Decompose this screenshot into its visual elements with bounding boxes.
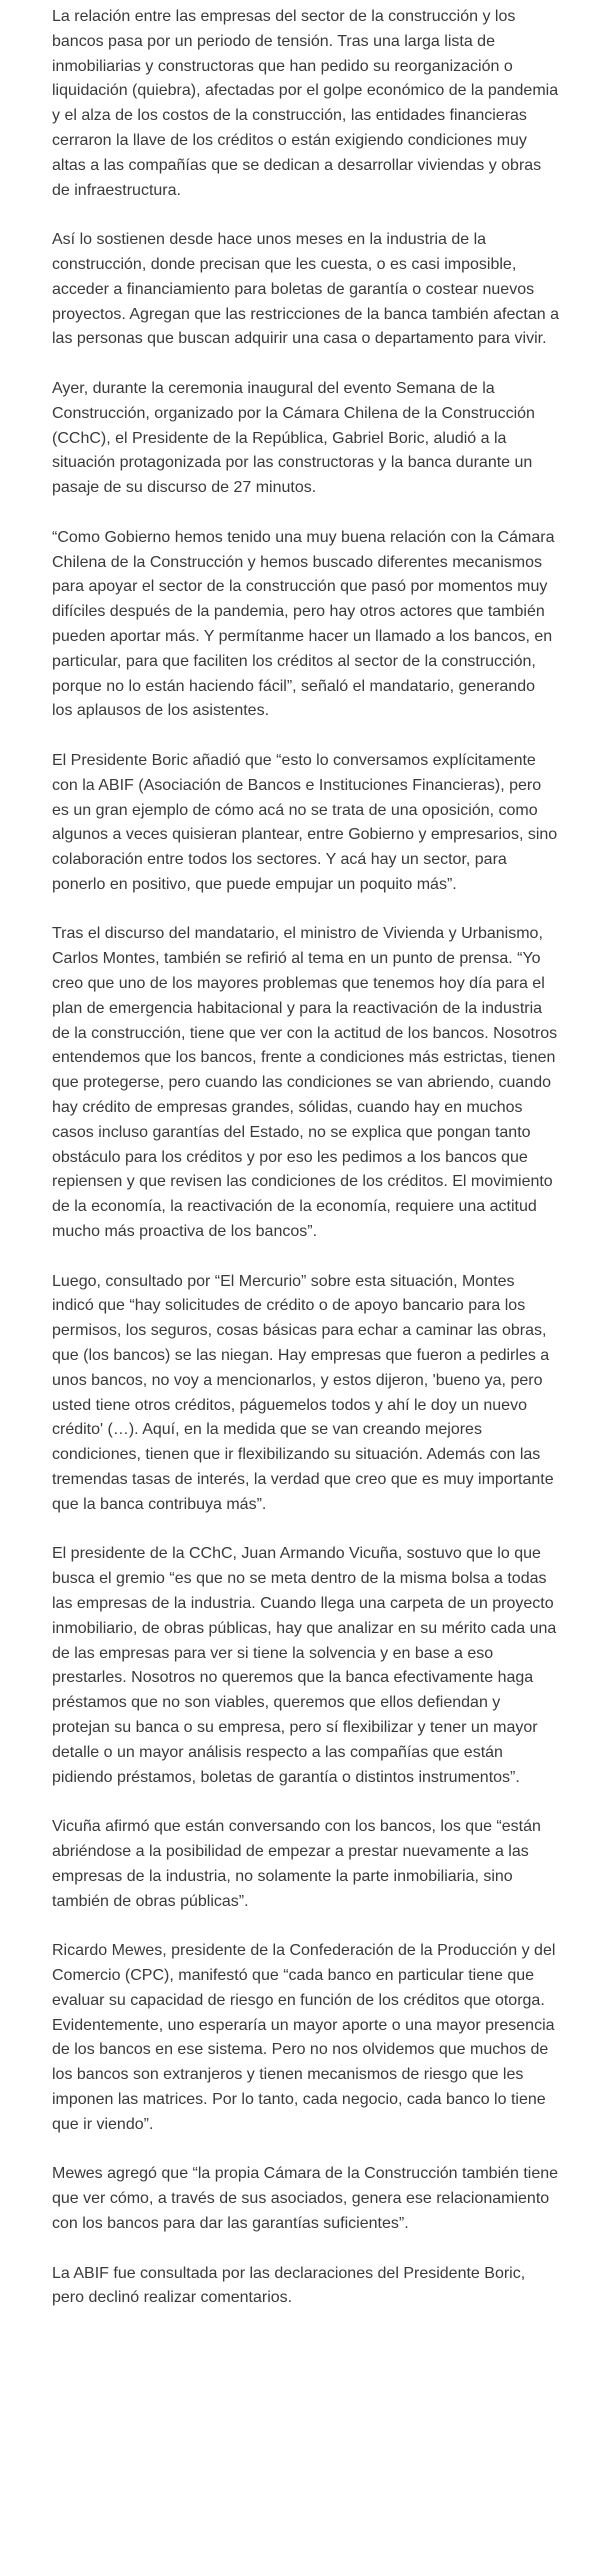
article-paragraph: El presidente de la CChC, Juan Armando Vicuña, sostuvo que lo que busca el gremio “es que no se meta dentro de la misma bolsa a todas las empresas de la industria. Cuando llega una carpeta de un proyecto inmobiliario, de obras públicas, hay que analizar en su mérito cada una de las empresas para ver si tiene la solvencia y en base a eso prestarles. Nosotros no queremos que la banca efectivamente haga préstamos que no son viables, queremos que ellos defiendan y protejan su banca o su empresa, pero sí flexibilizar y tener un mayor detalle o un mayor análisis respecto a las compañías que están pidiendo préstamos, boletas de garantía o distintos instrumentos”. bbox=[52, 1545, 557, 1786]
article-paragraph: “Como Gobierno hemos tenido una muy buena relación con la Cámara Chilena de la Construcción y hemos buscado diferentes mecanismos para apoyar el sector de la construcción que pasó por momentos muy difíciles después de la pandemia, pero hay otros actores que también pueden aportar más. Y permítanme hacer un llamado a los bancos, en particular, para que faciliten los créditos al sector de la construcción, porque no lo están haciendo fácil”, señaló el mandatario, generando los aplausos de los asistentes. bbox=[52, 528, 555, 720]
article-paragraph: Tras el discurso del mandatario, el ministro de Vivienda y Urbanismo, Carlos Montes, también se refirió al tema en un punto de prensa. “Yo creo que uno de los mayores problemas que tenemos hoy día para el plan de emergencia habitacional y para la reactivación de la industria de la construcción, tiene que ver con la actitud de los bancos. Nosotros entendemos que los bancos, frente a condiciones más estrictas, tienen que protegerse, pero cuando las condiciones se van abriendo, cuando hay crédito de empresas grandes, sólidas, cuando hay en muchos casos incluso garantías del Estado, no se explica que pongan tanto obstáculo para los créditos y por eso les pedimos a los bancos que repiensen y que revisen las condiciones de los créditos. El movimiento de la economía, la reactivación de la economía, requiere una actitud mucho más proactiva de los bancos”. bbox=[52, 925, 558, 1241]
article-paragraph: El Presidente Boric añadió que “esto lo conversamos explícitamente con la ABIF (Asociación de Bancos e Instituciones Financieras), pero es un gran ejemplo de cómo acá no se trata de una oposición, como algunos a veces quisieran plantear, entre Gobierno y empresarios, sino colaboración entre todos los sectores. Y acá hay un sector, para ponerlo en positivo, que puede empujar un poquito más”. bbox=[52, 751, 558, 893]
article-paragraph: Ricardo Mewes, presidente de la Confederación de la Producción y del Comercio (CPC), manifestó que “cada banco en particular tiene que evaluar su capacidad de riesgo en función de los créditos que otorga. Evidentemente, uno esperaría un mayor aporte o una mayor presencia de los bancos en ese sistema. Pero no nos olvidemos que muchos de los bancos son extranjeros y tienen mecanismos de riesgo que les imponen las matrices. Por lo tanto, cada negocio, cada banco lo tiene que ir viendo”. bbox=[52, 1942, 556, 2133]
article-paragraph: Ayer, durante la ceremonia inaugural del evento Semana de la Construcción, organizado por la Cámara Chilena de la Construcción (CChC), el Presidente de la República, Gabriel Boric, aludió a la situación protagonizada por las constructoras y la banca durante un pasaje de su discurso de 27 minutos. bbox=[52, 379, 535, 497]
article-paragraph: La relación entre las empresas del sector de la construcción y los bancos pasa por un periodo de tensión. Tras una larga lista de inmobiliarias y constructoras que han pedido su reorganización o liquidación (quiebra), afectadas por el golpe económico de la pandemia y el alza de los costos de la construcción, las entidades financieras cerraron la llave de los créditos o están exigiendo condiciones muy altas a las compañías que se dedican a desarrollar viviendas y obras de infraestructura. bbox=[52, 8, 559, 199]
article-paragraph: La ABIF fue consultada por las declaraciones del Presidente Boric, pero declinó realizar comentarios. bbox=[52, 2264, 526, 2307]
article-paragraph: Luego, consultado por “El Mercurio” sobre esta situación, Montes indicó que “hay solicitudes de crédito o de apoyo bancario para los permisos, los seguros, cosas básicas para echar a caminar las obras, que (los bancos) se las niegan. Hay empresas que fueron a pedirles a unos bancos, no voy a mencionarlos, y estos dijeron, 'bueno ya, pero usted tiene otros créditos, páguemelos todos y ahí le doy un nuevo crédito' (…). Aquí, en la medida que se van creando mejores condiciones, tienen que ir flexibilizando su situación. Además con las tremendas tasas de interés, la verdad que creo que es muy importante que la banca contribuya más”. bbox=[52, 1272, 554, 1513]
article-paragraph: Mewes agregó que “la propia Cámara de la Construcción también tiene que ver cómo, a través de sus asociados, genera ese relacionamiento con los bancos para dar las garantías suficientes”. bbox=[52, 2165, 559, 2232]
article-paragraph: Así lo sostienen desde hace unos meses en la industria de la construcción, donde precisan que les cuesta, o es casi imposible, acceder a financiamiento para boletas de garantía o costear nuevos proyectos. Agregan que las restricciones de la banca también afectan a las personas que buscan adquirir una casa o departamento para vivir. bbox=[52, 231, 559, 348]
article-paragraph: Vicuña afirmó que están conversando con los bancos, los que “están abriéndose a la posibilidad de empezar a prestar nuevamente a las empresas de la industria, no solamente la parte inmobiliaria, sino también de obras públicas”. bbox=[52, 1818, 541, 1910]
